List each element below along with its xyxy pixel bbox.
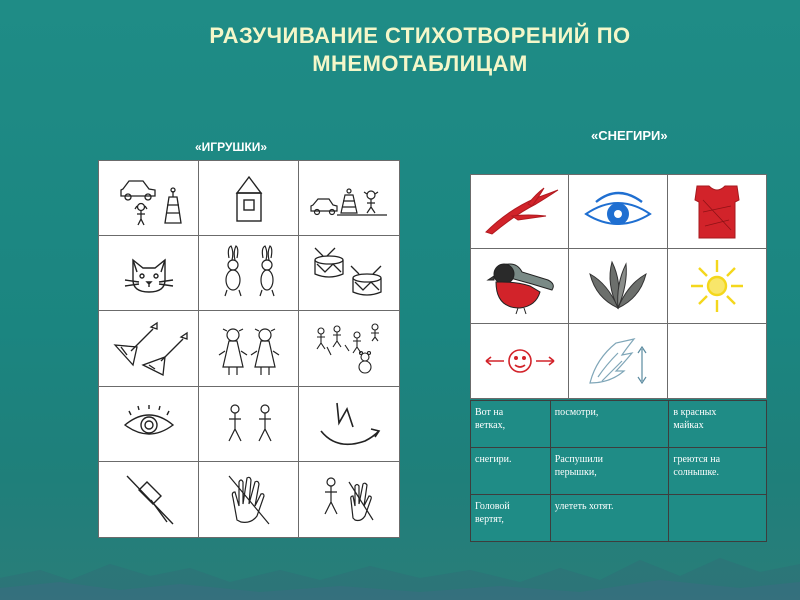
poem-line: улететь хотят. (554, 501, 614, 512)
bullfinches-cell (668, 175, 766, 249)
toys-cell (299, 387, 399, 462)
mountains-decoration (0, 530, 800, 600)
table-row (471, 401, 767, 448)
bullfinches-cell (668, 249, 766, 323)
poem-cell (550, 401, 669, 448)
toys-cell (99, 236, 199, 311)
two-balalaikas-icon (107, 317, 191, 379)
toys-cell (199, 236, 299, 311)
two-people-icon (207, 393, 291, 455)
page-title (140, 22, 700, 78)
poem-line: посмотри, (554, 407, 599, 418)
poem-line: греются на (673, 454, 721, 465)
person-crossed-hand-icon (307, 468, 391, 530)
bullfinches-empty-cell (668, 324, 766, 398)
toys-cell (99, 161, 199, 236)
poem-cell (669, 448, 767, 495)
two-girls-icon (207, 317, 291, 379)
poem-cell (471, 401, 551, 448)
poem-line: солнышке. (673, 467, 719, 478)
poem-line: Распушили (554, 454, 603, 465)
bullfinch-icon (478, 254, 562, 318)
poem-line: в красных (673, 407, 717, 418)
feathers-icon (576, 254, 660, 318)
toys-cell (99, 311, 199, 386)
bullfinches-cell (569, 324, 667, 398)
toys-cell (199, 161, 299, 236)
title-line-1: РАЗУЧИВАНИЕ СТИХОТВОРЕНИЙ ПО (209, 23, 631, 48)
children-and-bear-icon (307, 317, 391, 379)
red-shirt-icon (675, 180, 759, 244)
bullfinches-cell (471, 249, 569, 323)
crossed-hammer-icon (107, 468, 191, 530)
toys-cell (299, 161, 399, 236)
bullfinches-table-label: «СНЕГИРИ» (591, 128, 668, 143)
toys-cell (199, 311, 299, 386)
poem-line: ветках, (475, 420, 506, 431)
poem-line: Головой (475, 501, 510, 512)
eye-icon (107, 393, 191, 455)
poem-line: снегири. (475, 454, 512, 465)
poem-line: Вот на (475, 407, 504, 418)
arrow-curve-icon (307, 393, 391, 455)
cat-icon (107, 242, 191, 304)
title-line-2: МНЕМОТАБЛИЦАМ (312, 51, 528, 76)
poem-cell (550, 448, 669, 495)
car-doll-pyramid-icon (107, 167, 191, 229)
eye-icon (576, 180, 660, 244)
house-icon (207, 167, 291, 229)
toys-cell (99, 387, 199, 462)
poem-text-table (470, 400, 767, 542)
car-pyramid-doll-icon (307, 167, 391, 229)
two-bunnies-icon (207, 242, 291, 304)
bullfinches-cell (471, 324, 569, 398)
two-drums-icon (307, 242, 391, 304)
toys-cell (199, 387, 299, 462)
crossed-hand-icon (207, 468, 291, 530)
poem-cell (471, 448, 551, 495)
face-arrows-icon (478, 329, 562, 393)
bullfinches-cell (471, 175, 569, 249)
poem-line: перышки, (554, 467, 597, 478)
toys-mnemo-table (98, 160, 400, 538)
toys-table-label: «ИГРУШКИ» (195, 140, 268, 154)
toys-cell (99, 462, 199, 537)
poem-line: майках (673, 420, 704, 431)
branch-icon (478, 180, 562, 244)
toys-cell (299, 236, 399, 311)
poem-cell (669, 401, 767, 448)
sun-icon (675, 254, 759, 318)
toys-cell (299, 462, 399, 537)
bullfinches-cell (569, 249, 667, 323)
bullfinches-cell (569, 175, 667, 249)
toys-cell (199, 462, 299, 537)
poem-line: вертят, (475, 514, 504, 525)
table-row (471, 448, 767, 495)
toys-cell (299, 311, 399, 386)
bullfinches-mnemo-table (470, 174, 767, 399)
wing-icon (576, 329, 660, 393)
